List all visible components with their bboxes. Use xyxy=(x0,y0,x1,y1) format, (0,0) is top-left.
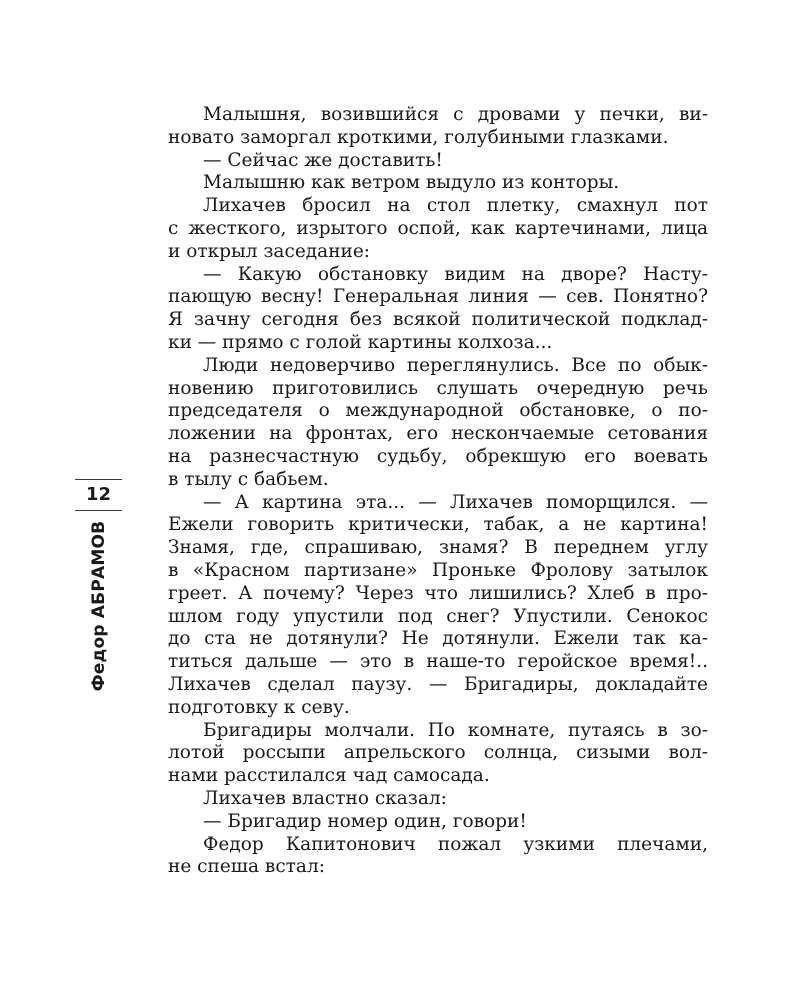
text-line: подготовку к севу. xyxy=(168,696,350,718)
page-number-rule-top xyxy=(75,479,122,480)
text-line: с жесткого, изрытого оспой, как картечинами, лица xyxy=(168,217,708,239)
text-line: новато заморгал кроткими, голубиными глазками. xyxy=(168,126,669,148)
text-line: председателя о международной обстановке, о по- xyxy=(168,400,708,422)
text-line: не спеша встал: xyxy=(168,856,325,878)
text-line: — А картина эта... — Лихачев поморщился. — xyxy=(203,491,708,513)
text-line: лотой россыпи апрельского солнца, сизыми вол- xyxy=(168,742,708,764)
text-line: пающую весну! Генеральная линия — сев. Понятно? xyxy=(168,286,708,308)
text-line: Ежели говорить критически, табак, а не картина! xyxy=(168,514,708,536)
text-line: до ста не дотянули? Не дотянули. Ежели так ка- xyxy=(168,628,708,650)
text-line: шлом году упустили под снег? Упустили. Сенокос xyxy=(168,605,708,627)
text-line: — Какую обстановку видим на дворе? Насту- xyxy=(203,263,708,285)
text-line: Люди недоверчиво переглянулись. Все по обык- xyxy=(203,354,708,376)
text-line: — Сейчас же доставить! xyxy=(203,149,443,171)
text-line: и открыл заседание: xyxy=(168,240,371,262)
running-author-name: Федор АБРАМОВ xyxy=(89,520,109,692)
text-line: греет. А почему? Через что лишились? Хлеб в про- xyxy=(168,582,708,604)
text-line: Лихачев сделал паузу. — Бригадиры, докладайте xyxy=(168,673,708,695)
text-line: Малышня, возившийся с дровами у печки, ви- xyxy=(203,104,708,125)
text-line: новению приготовились слушать очередную речь xyxy=(168,377,708,399)
text-line: Федор Капитонович пожал узкими плечами, xyxy=(203,833,708,855)
body-text xyxy=(168,104,708,879)
text-line: на разнесчастную судьбу, обрекшую его воевать xyxy=(168,445,708,467)
page-number-rule-bottom xyxy=(75,510,122,511)
page-number: 12 xyxy=(85,484,112,505)
text-line: нами расстилался чад самосада. xyxy=(168,765,490,787)
text-line: Бригадиры молчали. По комнате, путаясь в зо- xyxy=(203,719,708,741)
text-line: Знамя, где, спрашиваю, знамя? В переднем углу xyxy=(168,537,708,559)
text-line: Лихачев бросил на стол плетку, смахнул пот xyxy=(203,195,708,217)
text-line: — Бригадир номер один, говори! xyxy=(203,810,527,832)
text-line: ложении на фронтах, его нескончаемые сетования xyxy=(168,423,708,445)
text-line: Малышню как ветром выдуло из конторы. xyxy=(203,172,620,194)
text-line: в тылу с бабьем. xyxy=(168,468,329,490)
text-line: титься дальше — это в наше-то геройское время!.. xyxy=(168,651,708,673)
text-line: Лихачев властно сказал: xyxy=(203,787,447,809)
text-line: ки — прямо с голой картины колхоза... xyxy=(168,331,553,353)
text-line: Я зачну сегодня без всякой политической подклад- xyxy=(168,309,708,331)
text-line: в «Красном партизане» Проньке Фролову затылок xyxy=(168,559,708,581)
